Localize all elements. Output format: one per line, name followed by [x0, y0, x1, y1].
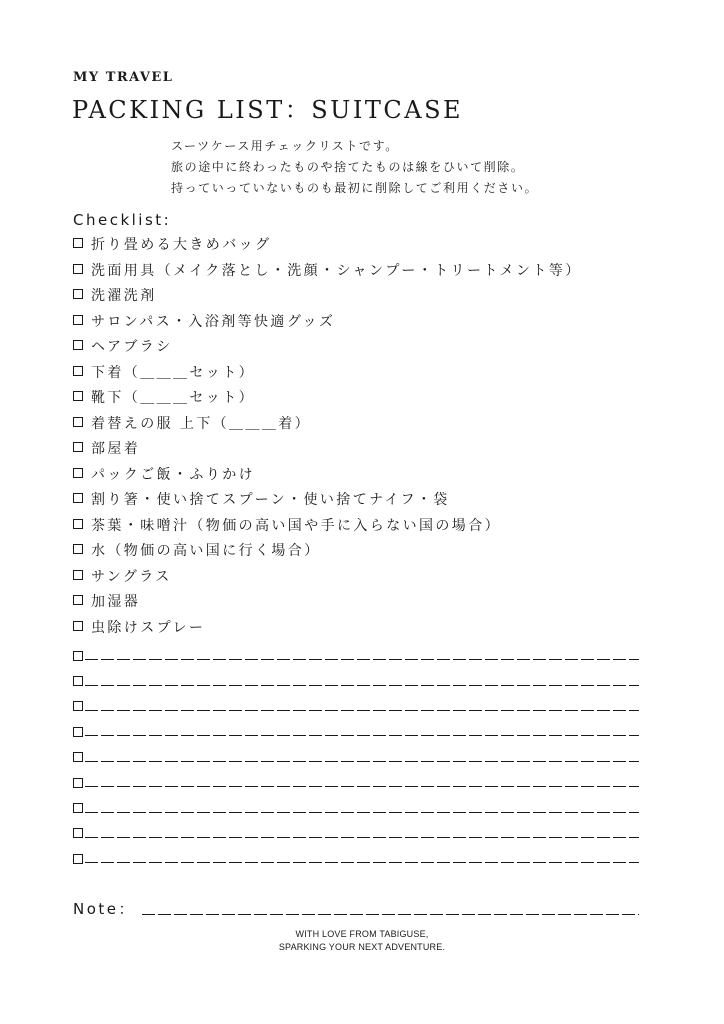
blank-checklist-row[interactable] — [73, 846, 639, 871]
intro-text — [171, 136, 538, 199]
checklist-item[interactable] — [73, 616, 673, 642]
checklist-item-label: 茶葉・味噌汁（物価の高い国や手に入らない国の場合） — [91, 517, 501, 534]
blank-checklist-row[interactable] — [73, 821, 639, 846]
checkbox-icon[interactable] — [73, 778, 83, 788]
checklist-item[interactable] — [73, 565, 673, 591]
checklist-item-label: 洗濯洗剤 — [91, 288, 157, 304]
footer — [0, 928, 724, 954]
blank-checklist-row[interactable] — [73, 745, 639, 770]
checklist-item[interactable] — [73, 590, 673, 616]
note-row — [73, 898, 639, 919]
checkbox-icon[interactable] — [73, 727, 83, 737]
intro-line: 旅の途中に終わったものや捨てたものは線をひいて削除。 — [171, 160, 525, 174]
intro-line: スーツケース用チェックリストです。 — [171, 139, 399, 153]
checklist-items — [73, 233, 673, 641]
checkbox-icon[interactable] — [73, 264, 83, 274]
checklist-item[interactable] — [73, 488, 673, 514]
checkbox-icon[interactable] — [73, 676, 83, 686]
checklist-item[interactable] — [73, 335, 673, 361]
checklist-item-label: 水（物価の高い国に行く場合） — [91, 543, 321, 559]
checkbox-icon[interactable] — [73, 366, 83, 376]
write-in-line[interactable] — [85, 685, 639, 686]
checklist-item[interactable] — [73, 539, 673, 565]
checkbox-icon[interactable] — [73, 468, 83, 478]
blank-checklist-rows — [73, 643, 639, 872]
blank-checklist-row[interactable] — [73, 719, 639, 744]
checkbox-icon[interactable] — [73, 544, 83, 554]
checkbox-icon[interactable] — [73, 854, 83, 864]
checkbox-icon[interactable] — [73, 442, 83, 452]
checkbox-icon[interactable] — [73, 621, 83, 631]
checklist-item-label: パックご飯・ふりかけ — [91, 466, 255, 483]
checklist-item[interactable] — [73, 514, 673, 540]
checkbox-icon[interactable] — [73, 340, 83, 350]
checkbox-icon[interactable] — [73, 570, 83, 580]
checkbox-icon[interactable] — [73, 803, 83, 813]
footer-line: WITH LOVE FROM TABIGUSE, — [295, 929, 429, 939]
eyebrow-label: MY TRAVEL — [73, 70, 174, 85]
checkbox-icon[interactable] — [73, 701, 83, 711]
checklist-item-label: 着替えの服 上下（＿＿＿着） — [91, 415, 312, 432]
write-in-line[interactable] — [85, 837, 639, 838]
checklist-heading: Checklist: — [73, 211, 172, 229]
checkbox-icon[interactable] — [73, 391, 83, 401]
blank-checklist-row[interactable] — [73, 694, 639, 719]
checklist-item-label: 加湿器 — [91, 594, 141, 610]
write-in-line[interactable] — [85, 735, 639, 736]
checkbox-icon[interactable] — [73, 519, 83, 529]
blank-checklist-row[interactable] — [73, 770, 639, 795]
checklist-item[interactable] — [73, 361, 673, 387]
intro-line: 持っていっていないものも最初に削除してご利用ください。 — [171, 181, 539, 195]
checklist-item[interactable] — [73, 463, 673, 489]
checkbox-icon[interactable] — [73, 289, 83, 299]
checkbox-icon[interactable] — [73, 315, 83, 325]
checklist-item[interactable] — [73, 412, 673, 438]
write-in-line[interactable] — [85, 862, 639, 863]
checklist-item-label: 虫除けスプレー — [91, 619, 206, 636]
write-in-line[interactable] — [85, 761, 639, 762]
checklist-item[interactable] — [73, 233, 673, 259]
checklist-item[interactable] — [73, 386, 673, 412]
checklist-item-label: 洗面用具（メイク落とし・洗顔・シャンプー・トリートメント等） — [91, 262, 582, 279]
note-write-line[interactable] — [142, 914, 639, 915]
checkbox-icon[interactable] — [73, 651, 83, 661]
note-label: Note： — [73, 900, 137, 918]
footer-line: SPARKING YOUR NEXT ADVENTURE. — [278, 942, 446, 952]
write-in-line[interactable] — [85, 786, 639, 787]
checklist-item-label: 割り箸・使い捨てスプーン・使い捨てナイフ・袋 — [91, 492, 450, 508]
checklist-item-label: サングラス — [91, 568, 172, 585]
write-in-line[interactable] — [85, 710, 639, 711]
blank-checklist-row[interactable] — [73, 643, 639, 668]
checklist-item-label: 折り畳める大きめバッグ — [91, 237, 272, 253]
checkbox-icon[interactable] — [73, 417, 83, 427]
checklist-item-label: ヘアブラシ — [91, 339, 173, 355]
checkbox-icon[interactable] — [73, 238, 83, 248]
blank-checklist-row[interactable] — [73, 795, 639, 820]
checklist-item[interactable] — [73, 259, 673, 285]
page-title: PACKING LIST：SUITCASE — [72, 96, 464, 124]
checkbox-icon[interactable] — [73, 595, 83, 605]
checklist-item[interactable] — [73, 284, 673, 310]
checkbox-icon[interactable] — [73, 752, 83, 762]
checklist-item[interactable] — [73, 310, 673, 336]
write-in-line[interactable] — [85, 659, 639, 660]
checklist-item-label: サロンパス・入浴剤等快適グッズ — [91, 313, 336, 330]
checkbox-icon[interactable] — [73, 493, 83, 503]
checklist-item[interactable] — [73, 437, 673, 463]
blank-checklist-row[interactable] — [73, 668, 639, 693]
checklist-item-label: 下着（＿＿＿セット） — [91, 364, 255, 381]
checklist-item-label: 靴下（＿＿＿セット） — [91, 390, 255, 406]
checkbox-icon[interactable] — [73, 828, 83, 838]
checklist-item-label: 部屋着 — [91, 441, 141, 457]
write-in-line[interactable] — [85, 812, 639, 813]
